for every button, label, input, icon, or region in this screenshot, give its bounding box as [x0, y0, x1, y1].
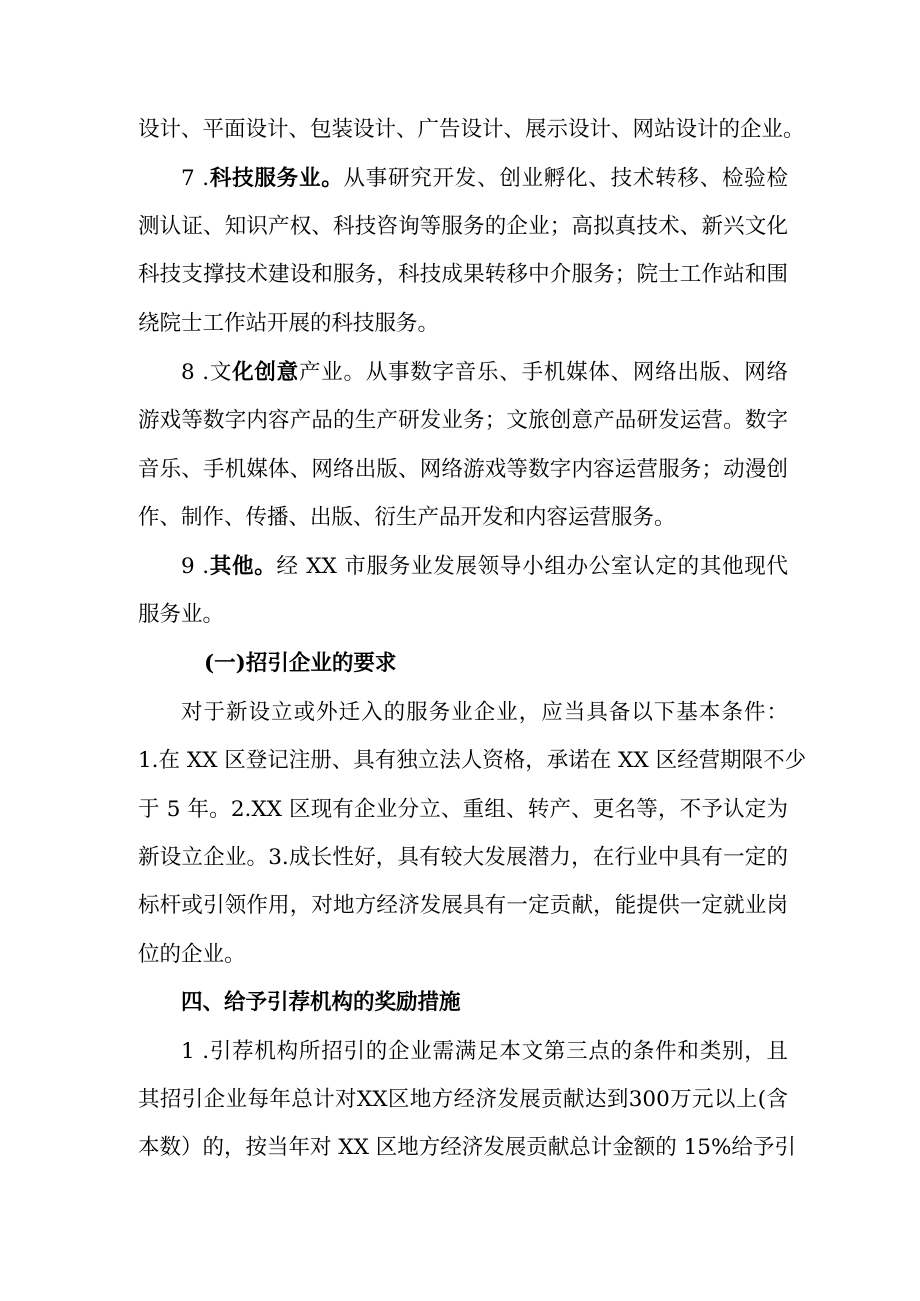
item-8-line-3: 音乐、手机媒体、网络出版、网络游戏等数字内容运营服务；动漫创: [138, 457, 788, 482]
requirements-line-6: 位的企业。: [138, 942, 246, 967]
subsection-heading: (一)招引企业的要求: [204, 651, 397, 676]
item-8-line-1: [181, 349, 788, 397]
item-9-title: 其他。: [209, 554, 277, 579]
item-7-line-4: 绕院士工作站开展的科技服务。: [138, 311, 440, 336]
reward-line-3: 本数）的，按当年对 XX 区地方经济发展贡献总计金额的 15%给予引: [138, 1135, 796, 1160]
item-9-line-2: 服务业。: [138, 602, 225, 627]
reward-line-1: 1 .引荐机构所招引的企业需满足本文第三点的条件和类别，且: [181, 1039, 788, 1064]
requirements-line-2: 1.在 XX 区登记注册、具有独立法人资格，承诺在 XX 区经营期限不少: [138, 748, 807, 773]
item-8-title-part3: 产业。: [298, 360, 366, 385]
item-9-number: 9 .: [181, 554, 210, 579]
requirements-line-4: 新设立企业。3.成长性好，具有较大发展潜力，在行业中具有一定的: [138, 845, 788, 870]
requirements-line-5: 标杆或引领作用，对地方经济发展具有一定贡献，能提供一定就业岗: [138, 893, 788, 918]
item-7-title: 科技服务业。: [209, 166, 344, 191]
item-7-line-3: 科技支撑技术建设和服务，科技成果转移中介服务；院士工作站和围: [138, 262, 788, 287]
item-9-line-1: [181, 543, 788, 591]
item-8-line-4: 作、制作、传播、出版、衍生产品开发和内容运营服务。: [138, 505, 676, 530]
item-7-text: 从事研究开发、创业孵化、技术转移、检验检: [343, 166, 788, 191]
item-8-title-part2: 化创意: [232, 360, 299, 385]
item-8-number: 8 .: [181, 360, 210, 385]
paragraph-continuation: 设计、平面设计、包装设计、广告设计、展示设计、网站设计的企业。: [138, 117, 805, 142]
item-7-number: 7 .: [181, 166, 210, 191]
section-4-heading: 四、给予引荐机构的奖励措施: [181, 990, 461, 1015]
item-8-text: 从事数字音乐、手机媒体、网络出版、网络: [365, 360, 788, 385]
item-8-title-part1: 文: [209, 360, 233, 385]
requirements-line-3: 于 5 年。2.XX 区现有企业分立、重组、转产、更名等，不予认定为: [138, 797, 788, 822]
item-9-text: 经 XX 市服务业发展领导小组办公室认定的其他现代: [276, 554, 788, 579]
item-7-line-1: [181, 155, 788, 203]
item-8-line-2: 游戏等数字内容产品的生产研发业务；文旅创意产品研发运营。数字: [138, 408, 788, 433]
requirements-line-1: 对于新设立或外迁入的服务业企业，应当具备以下基本条件：: [181, 700, 788, 725]
reward-line-2: 其招引企业每年总计对XX区地方经济发展贡献达到300万元以上(含: [138, 1087, 788, 1112]
item-7-line-2: 测认证、知识产权、科技咨询等服务的企业；高拟真技术、新兴文化: [138, 214, 788, 239]
